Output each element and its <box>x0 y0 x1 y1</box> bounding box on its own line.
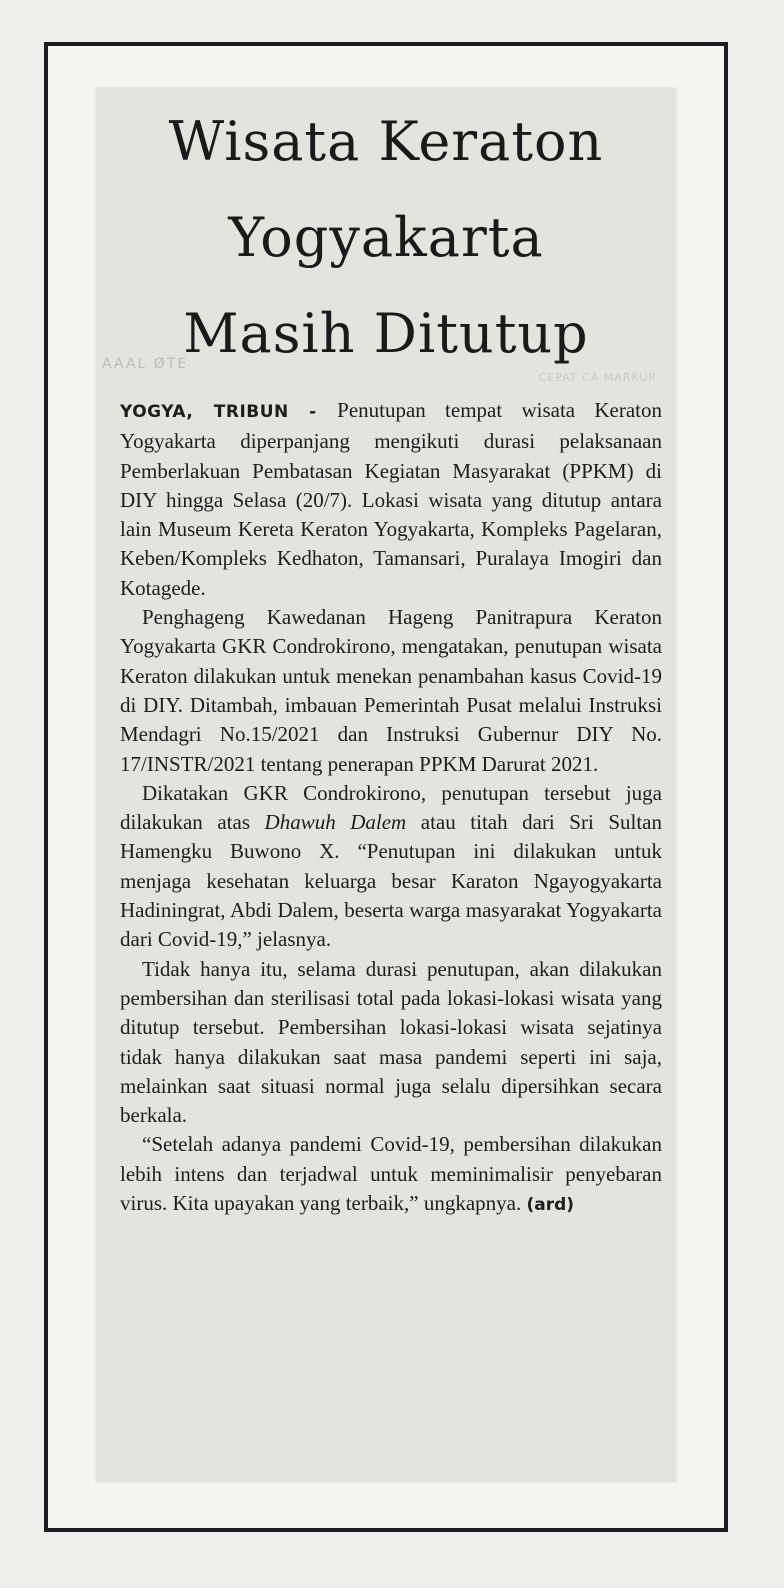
paragraph-1-text: Penutupan tempat wisata Keraton Yogyakarta diperpanjang mengikuti durasi pelaksanaan Pemberlakuan Pembatasan Kegiatan Masyarakat (PPKM) di DIY hingga Selasa (20/7). Lokasi wisata yang ditutup antara lain Museum Kereta Keraton Yogyakarta, Kompleks Pagelaran, Keben/Kompleks Kedhaton, Tamansari, Puralaya Imogiri dan Kotagede. <box>120 398 662 600</box>
headline-line-2: Yogyakarta <box>228 206 544 269</box>
paragraph-4: Tidak hanya itu, selama durasi penutupan, akan dilakukan pembersihan dan sterilisasi total pada lokasi-lokasi wisata yang ditutup tersebut. Pembersihan lokasi-lokasi wisata sejatinya tidak hanya dilakukan saat masa pandemi seperti ini saja, melainkan saat situasi normal juga selalu dipersihkan secara berkala. <box>120 956 662 1128</box>
dateline-separator: - <box>288 402 338 422</box>
author-credit: (ard) <box>526 1195 575 1216</box>
paragraph-3-start: Dikatakan GKR Condrokirono, penutupan tersebut juga dilakukan atas <box>120 780 662 835</box>
paragraph-3 <box>120 779 662 955</box>
headline-line-3: Masih Ditutup <box>183 302 589 365</box>
dateline: YOGYA, TRIBUN <box>120 402 289 422</box>
paragraph-5 <box>120 1130 662 1220</box>
paragraph-1 <box>120 396 662 603</box>
newspaper-clipping <box>96 88 676 1482</box>
article-headline <box>96 94 676 382</box>
article-body <box>120 396 662 1220</box>
bleed-through-text-left: AAAL ØTE <box>102 356 189 372</box>
headline-line-1: Wisata Keraton <box>168 110 604 173</box>
paragraph-5-text: “Setelah adanya pandemi Covid-19, pembersihan dilakukan lebih intens dan terjadwal untuk meminimalisir penyebaran virus. Kita upayakan yang terbaik,” ungkapnya. <box>120 1132 662 1216</box>
bleed-through-text-right: CEPAT CA MARKUP <box>538 371 656 384</box>
paragraph-3-italic: Dhawuh Dalem <box>264 810 407 835</box>
paragraph-2: Penghageng Kawedanan Hageng Panitrapura Keraton Yogyakarta GKR Condrokirono, mengatakan, penutupan wisata Keraton dilakukan untuk menekan penambahan kasus Covid-19 di DIY. Ditambah, imbauan Pemerintah Pusat melalui Instruksi Mendagri No.15/2021 dan Instruksi Gubernur DIY No. 17/INSTR/2021 tentang penerapan PPKM Darurat 2021. <box>120 605 662 776</box>
paragraph-3-end: atau titah dari Sri Sultan Hamengku Buwono X. “Penutupan ini dilakukan untuk menjaga kesehatan keluarga besar Karaton Ngayogyakarta Hadiningrat, Abdi Dalem, beserta warga masyarakat Yogyakarta dari Covid-19,” jelasnya. <box>120 810 663 952</box>
